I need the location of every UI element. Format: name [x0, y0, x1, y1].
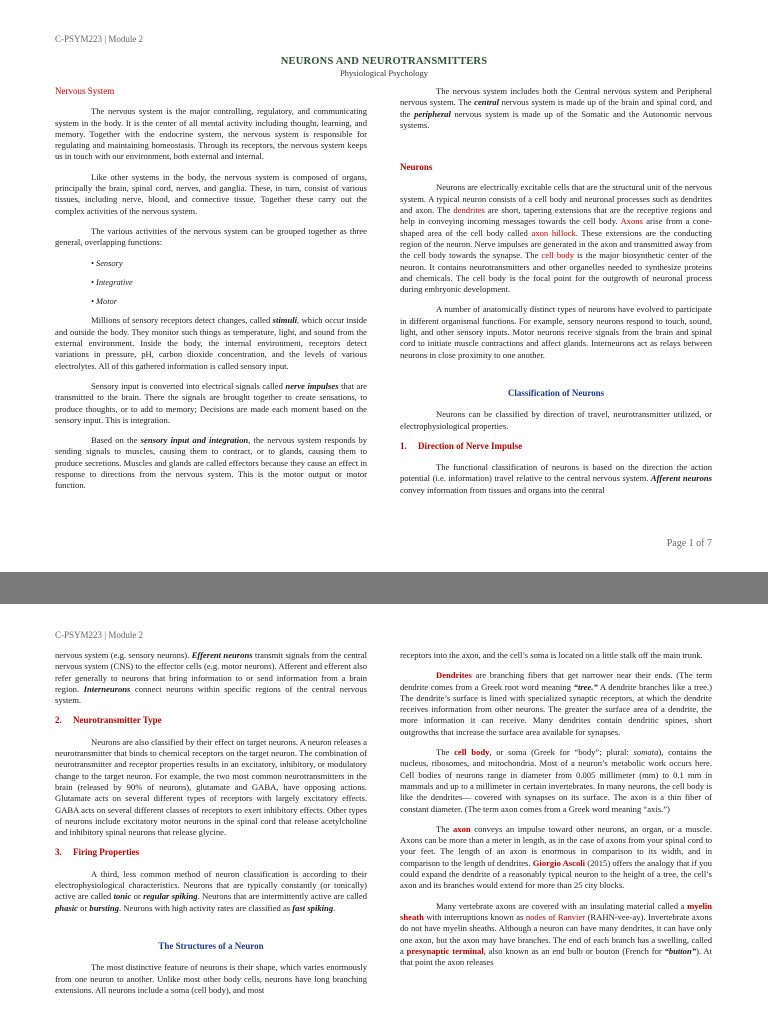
paragraph: The nervous system includes both the Central nervous system and Peripheral nervous system. The central nervous system is made up of the brain and spinal cord, and the peripheral nervous system is made up of the Somatic and the Autonomic nervous systems.: [400, 86, 712, 130]
page-subtitle: Physiological Psychology: [339, 68, 429, 78]
page-separator: [0, 572, 768, 604]
numbered-heading-neurotransmitter: 2. Neurotransmitter Type: [55, 715, 162, 726]
paragraph: The nervous system is the major controlling, regulatory, and communicating system in the body. It is the center of all mental activity including thought, learning, and memory. Together with the endocrine system, the nervous system is responsible for regulating and maintaining homeostasis. Through its receptors, the nervous system keeps us in touch with our environment, both external and internal.: [55, 106, 367, 162]
paragraph: receptors into the axon, and the cell’s soma is located on a little stalk off the main trunk.: [400, 650, 703, 660]
left-column: [55, 86, 367, 501]
paragraph: Many vertebrate axons are covered with an insulating material called a myelin sheath with interruptions known as nodes of Ranvier (RAHN-vee-ay). Invertebrate axons do not have myelin sheaths. Although a neuron can have many dendrites, it can have only one axon, but the axon may have branches. The end of each branch has a swelling, called a presynaptic terminal, also known as an end bulb or bouton (French for “button”). At that point the axon releases: [400, 900, 712, 968]
paragraph: Neurons are also classified by their effect on target neurons. A neuron releases a neurotransmitter that binds to chemical receptors on the target neuron. The combination of neurotransmitter and receptor properties results in an excitatory, inhibitory, or modulatory change to the target neuron. For example, the two most common neurotransmitters in the brain (released by 90% of neurons), glutamate and GABA, have opposing actions. Glutamate acts on several different types of receptors with largely excitatory effects. GABA acts on several different classes of receptors to exert inhibitory effects. Other types of neurons include excitatory motor neurons in the spinal cord that release acetylcholine and inhibitory spinal neurons that release glycine.: [55, 736, 367, 838]
paragraph: Sensory input is converted into electrical signals called nerve impulses that are transmitted to the brain. There the signals are brought together to create sensations, to produce thoughts, or to add to memory; Decisions are made each moment based on the sensory input. This is integration.: [55, 380, 367, 425]
paragraph: Based on the sensory input and integration, the nervous system responds by sending signals to muscles, causing them to contract, or to glands, causing them to produce secretions. Muscles and glands are called effectors because they cause an effect in response to directions from the nervous system. This is the motor output or motor function.: [55, 435, 367, 491]
left-column: [55, 650, 367, 1005]
running-head: C-PSYM223 | Module 2: [55, 630, 144, 640]
paragraph: The various activities of the nervous system can be grouped together as three general, overlapping functions:: [55, 225, 367, 248]
bullet-integrative: • Integrative: [91, 277, 133, 287]
paragraph: A third, less common method of neuron classification is according to their electrophysiological characteristics. Neurons that are typically constantly (or tonically) active are called tonic or regular spiking. Neurons that are intermittently active are called phasic or bursting. Neurons with high activity rates are classified as fast spiking.: [55, 868, 367, 913]
numbered-heading-firing: 3. Firing Properties: [55, 847, 140, 858]
section-heading-structures: The Structures of a Neuron: [158, 940, 264, 951]
paragraph: Millions of sensory receptors detect changes, called stimuli, which occur inside and outside the body. They monitor such things as temperature, light, and sound from the external environment. Inside the body, the internal environment, receptors detect variations in pressure, pH, carbon dioxide concentration, and the levels of various electrolytes. All of this gathered information is called sensory input.: [55, 315, 367, 371]
paragraph: A number of anatomically distinct types of neurons have evolved to participate in different organismal functions. For example, sensory neurons respond to touch, sound, light, and other sensory inputs. Motor neurons receive signals from the brain and spinal cord to initiate muscle contractions and affect glands. Interneurons act as relays between neurons in close proximity to one another.: [400, 304, 712, 360]
paragraph: Dendrites are branching fibers that get narrower near their ends. (The term dendrite comes from a Greek root word meaning “tree.” A dendrite branches like a tree.) The dendrite’s surface is lined with specialized synaptic receptors, at which the dendrite receives information from other neurons. The greater the surface area of a dendrite, the more information it can receive. Many dendrites contain dendritic spines, short outgrowths that increase the surface area available for synapses.: [400, 670, 712, 737]
paragraph: The most distinctive feature of neurons is their shape, which varies enormously from one neuron to another. Unlike most other body cells, neurons have long branching extensions. All neurons include a soma (cell body), and most: [55, 962, 367, 995]
document-page-2: [0, 604, 768, 1024]
paragraph: The cell body, or soma (Greek for “body”; plural: somata), contains the nucleus, ribosomes, and mitochondria. Most of a neuron’s metabolic work occurs here. Cell bodies of neurons range in diameter from 0.005 millimeter (mm) to 0.1 mm in mammals and up to a millimeter in certain invertebrates. In many neurons, the cell body is like the dendrites— covered with synapses on its surface. The axon is a thin fiber of constant diameter. (The term axon comes from a Greek word meaning “axis.”): [400, 747, 712, 814]
paragraph: nervous system (e.g. sensory neurons). Efferent neurons transmit signals from the central nervous system (CNS) to the effector cells (e.g. motor neurons). Afferent and efferent also refer generally to neurons that bring information to or send information from a brain region. Interneurons connect neurons within specific regions of the central nervous system.: [55, 650, 367, 706]
paragraph: Neurons can be classified by direction of travel, neurotransmitter utilized, or electrophysiological properties.: [400, 409, 712, 431]
right-column: [400, 650, 712, 977]
paragraph: The functional classification of neurons is based on the direction the action potential (i.e. information) travel relative to the central nervous system. Afferent neurons convey information from tissues and organs into the central: [400, 462, 712, 495]
numbered-heading-direction: 1. Direction of Nerve Impulse: [400, 440, 523, 451]
section-heading-classification: Classification of Neurons: [507, 387, 605, 398]
bullet-sensory: • Sensory: [91, 258, 123, 268]
paragraph: The axon conveys an impulse toward other neurons, an organ, or a muscle. Axons can be more than a meter in length, as in the case of axons from your spinal cord to your feet. The length of an axon is enormous in comparison to its width, and in comparison to the length of dendrites. Giorgio Ascoli (2015) offers the analogy that if you could expand the dendrite of a reasonably typical neuron to the height of a tree, the cell’s axon and its branches would extend for more than 25 city blocks.: [400, 823, 712, 891]
right-column: [400, 86, 712, 505]
section-heading-nervous-system: Nervous System: [55, 86, 115, 96]
page-title: NEURONS AND NEUROTRANSMITTERS: [280, 56, 488, 67]
section-heading-neurons: Neurons: [400, 162, 433, 173]
paragraph: Like other systems in the body, the nervous system is composed of organs, principally the brain, spinal cord, nerves, and ganglia. These, in turn, consist of various tissues, including nerve, blood, and connective tissue. Together these carry out the complex activities of the nervous system.: [55, 171, 367, 216]
paragraph: Neurons are electrically excitable cells that are the structural unit of the nervous system. A typical neuron consists of a cell body and neuronal processes such as dendrites and axon. The dendrites are short, tapering extensions that are the receptive regions and help in conveying incoming messages towards the cell body. Axons arise from a cone-shaped area of the cell body called axon hillock. These extensions are the conducting region of the neuron. Nerve impulses are generated in the axon and transmitted away from the cell body towards the synapse. The cell body is the major biosynthetic center of the neuron. It contains neurotransmitters and other organelles needed to synthesize proteins and chemicals. The cell body is the focal point for the outgrowth of neuronal process during embryonic development.: [400, 182, 712, 295]
bullet-motor: • Motor: [91, 297, 117, 307]
running-head: C-PSYM223 | Module 2: [55, 34, 144, 44]
page-number: Page 1 of 7: [666, 538, 712, 549]
